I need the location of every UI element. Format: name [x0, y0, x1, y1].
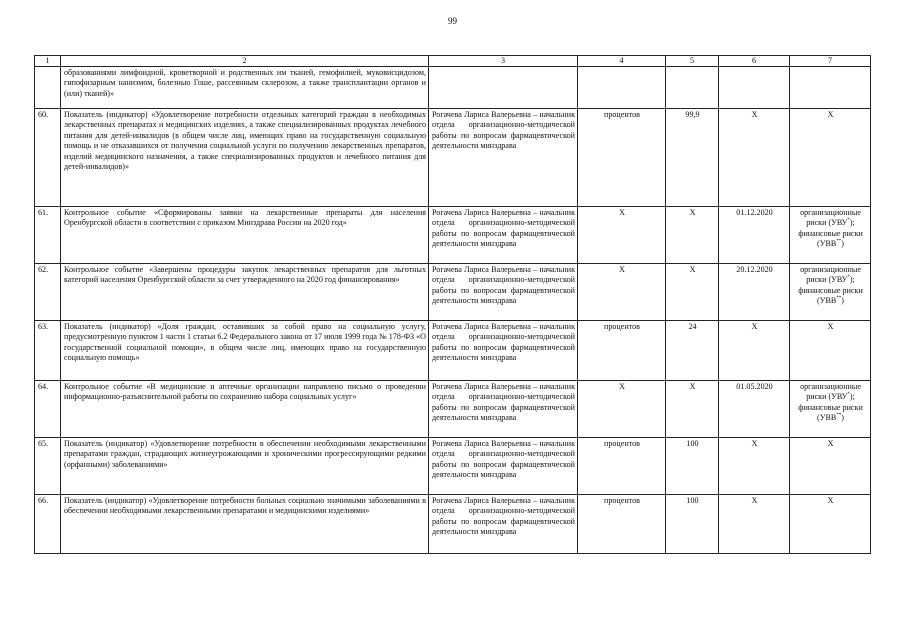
cell-risk: X: [790, 495, 871, 554]
risk-text-b: ); финансовые риски (УВВ: [798, 275, 863, 306]
cell-value: 100: [666, 495, 719, 554]
risk-footnote-mark: **: [836, 239, 842, 245]
table-row-continuation: [35, 67, 871, 109]
table-row: [35, 495, 871, 554]
cell-unit: X: [578, 207, 666, 264]
cell-value: X: [666, 381, 719, 438]
cell-responsible: Рогачева Лариса Валерьевна – начальник отдела организационно-методической работы по вопросам фармацевтической деятельности минздрава: [429, 207, 578, 264]
cell-value: 99,9: [666, 109, 719, 207]
header-col-4: 4: [578, 56, 666, 67]
cell-description: Контрольное событие «Завершены процедуры закупок лекарственных препаратов для льготных категорий населения Оренбургской области за счет утвержденного на 2020 год финансирования»: [61, 264, 429, 321]
risk-text-c: ): [841, 296, 844, 306]
cell-risk: [790, 381, 871, 438]
header-col-7: 7: [790, 56, 871, 67]
cell-num: 63.: [35, 321, 61, 381]
cell-num: 66.: [35, 495, 61, 554]
cell-unit: процентов: [578, 321, 666, 381]
cell-num: 65.: [35, 438, 61, 495]
cell-value: 100: [666, 438, 719, 495]
table-row: [35, 381, 871, 438]
cell-responsible: Рогачева Лариса Валерьевна – начальник отдела организационно-методической работы по вопросам фармацевтической деятельности минздрава: [429, 264, 578, 321]
activities-table: [34, 55, 871, 554]
cell-value: X: [666, 207, 719, 264]
table-row: [35, 264, 871, 321]
cell-description: образованиями лимфоидной, кроветворной и родственных им тканей, гемофилией, муковисцидозом, гипофизарным нанизмом, болезнью Гоше, рассеянным склерозом, а также трансплантации органов и (или) тканей)»: [61, 67, 429, 109]
cell-num: 60.: [35, 109, 61, 207]
risk-text-b: ); финансовые риски (УВВ: [798, 392, 863, 423]
cell-risk: X: [790, 109, 871, 207]
cell-unit: процентов: [578, 495, 666, 554]
cell-date: [719, 67, 790, 109]
table-row: [35, 438, 871, 495]
cell-date: X: [719, 438, 790, 495]
header-row: [35, 56, 871, 67]
cell-date: 01.05.2020: [719, 381, 790, 438]
risk-footnote-mark: *: [847, 275, 850, 281]
cell-unit: X: [578, 381, 666, 438]
risk-text-a: организационные риски (УВУ: [800, 265, 861, 285]
cell-unit: [578, 67, 666, 109]
cell-num: [35, 67, 61, 109]
cell-value: 24: [666, 321, 719, 381]
cell-responsible: [429, 67, 578, 109]
cell-description: Контрольное событие «Сформированы заявки на лекарственные препараты для населения Оренбургской области в соответствии с приказом Минздрава России на 2020 год»: [61, 207, 429, 264]
cell-value: X: [666, 264, 719, 321]
cell-description: Показатель (индикатор) «Удовлетворение потребности больных социально значимыми заболеваниями в обеспечении необходимыми лекарственными препаратами и медицинскими изделиями»: [61, 495, 429, 554]
risk-text-c: ): [841, 413, 844, 423]
cell-date: 20.12.2020: [719, 264, 790, 321]
table-row: [35, 109, 871, 207]
cell-description: Показатель (индикатор) «Удовлетворение потребности в обеспечении необходимыми лекарственными препаратами граждан, страдающих жизнеугрожающими и хроническими прогрессирующими редкими (орфанными) заболеваниями»: [61, 438, 429, 495]
cell-risk: X: [790, 438, 871, 495]
cell-unit: процентов: [578, 438, 666, 495]
cell-date: X: [719, 109, 790, 207]
cell-description: Контрольное событие «В медицинские и аптечные организации направлено письмо о проведении информационно-разъяснительной работы по сохранению набора социальных услуг»: [61, 381, 429, 438]
risk-text-a: организационные риски (УВУ: [800, 382, 861, 402]
cell-responsible: Рогачева Лариса Валерьевна – начальник отдела организационно-методической работы по вопросам фармацевтической деятельности минздрава: [429, 495, 578, 554]
cell-unit: X: [578, 264, 666, 321]
risk-footnote-mark: *: [847, 392, 850, 398]
cell-risk: X: [790, 321, 871, 381]
page-number: 99: [448, 16, 457, 26]
header-col-3: 3: [429, 56, 578, 67]
risk-footnote-mark: *: [847, 218, 850, 224]
header-col-5: 5: [666, 56, 719, 67]
risk-footnote-mark: **: [836, 413, 842, 419]
cell-responsible: Рогачева Лариса Валерьевна – начальник отдела организационно-методической работы по вопросам фармацевтической деятельности минздрава: [429, 109, 578, 207]
cell-unit: процентов: [578, 109, 666, 207]
cell-responsible: Рогачева Лариса Валерьевна – начальник отдела организационно-методической работы по вопросам фармацевтической деятельности минздрава: [429, 438, 578, 495]
header-col-2: 2: [61, 56, 429, 67]
cell-description: Показатель (индикатор) «Удовлетворение потребности отдельных категорий граждан в необходимых лекарственных препаратах и медицинских изделиях, а также специализированных продуктах лечебного питания для детей-инвалидов (в общем числе лиц, имеющих право на государственную социальную помощь и не отказавшихся от получения социальной услуги по получению лекарственных препаратов, изделий медицинского назначения, а также специализированных продуктов и лечебного питания для детей-инвалидов)»: [61, 109, 429, 207]
cell-risk: [790, 207, 871, 264]
cell-num: 62.: [35, 264, 61, 321]
cell-description: Показатель (индикатор) «Доля граждан, оставивших за собой право на социальную услугу, предусмотренную пунктом 1 части 1 статьи 6.2 Федерального закона от 17 июля 1999 года № 178-ФЗ «О государственной социальной помощи», в общем числе лиц, имеющих право на государственную социальную помощь»: [61, 321, 429, 381]
cell-responsible: Рогачева Лариса Валерьевна – начальник отдела организационно-методической работы по вопросам фармацевтической деятельности минздрава: [429, 381, 578, 438]
risk-text-b: ); финансовые риски (УВВ: [798, 218, 863, 249]
cell-num: 61.: [35, 207, 61, 264]
cell-date: 01.12.2020: [719, 207, 790, 264]
header-col-6: 6: [719, 56, 790, 67]
cell-date: X: [719, 495, 790, 554]
table-row: [35, 321, 871, 381]
cell-risk: [790, 264, 871, 321]
cell-risk: [790, 67, 871, 109]
table-row: [35, 207, 871, 264]
header-col-1: 1: [35, 56, 61, 67]
cell-date: X: [719, 321, 790, 381]
risk-footnote-mark: **: [836, 296, 842, 302]
risk-text-c: ): [841, 239, 844, 249]
risk-text-a: организационные риски (УВУ: [800, 208, 861, 228]
cell-value: [666, 67, 719, 109]
cell-responsible: Рогачева Лариса Валерьевна – начальник отдела организационно-методической работы по вопросам фармацевтической деятельности минздрава: [429, 321, 578, 381]
cell-num: 64.: [35, 381, 61, 438]
